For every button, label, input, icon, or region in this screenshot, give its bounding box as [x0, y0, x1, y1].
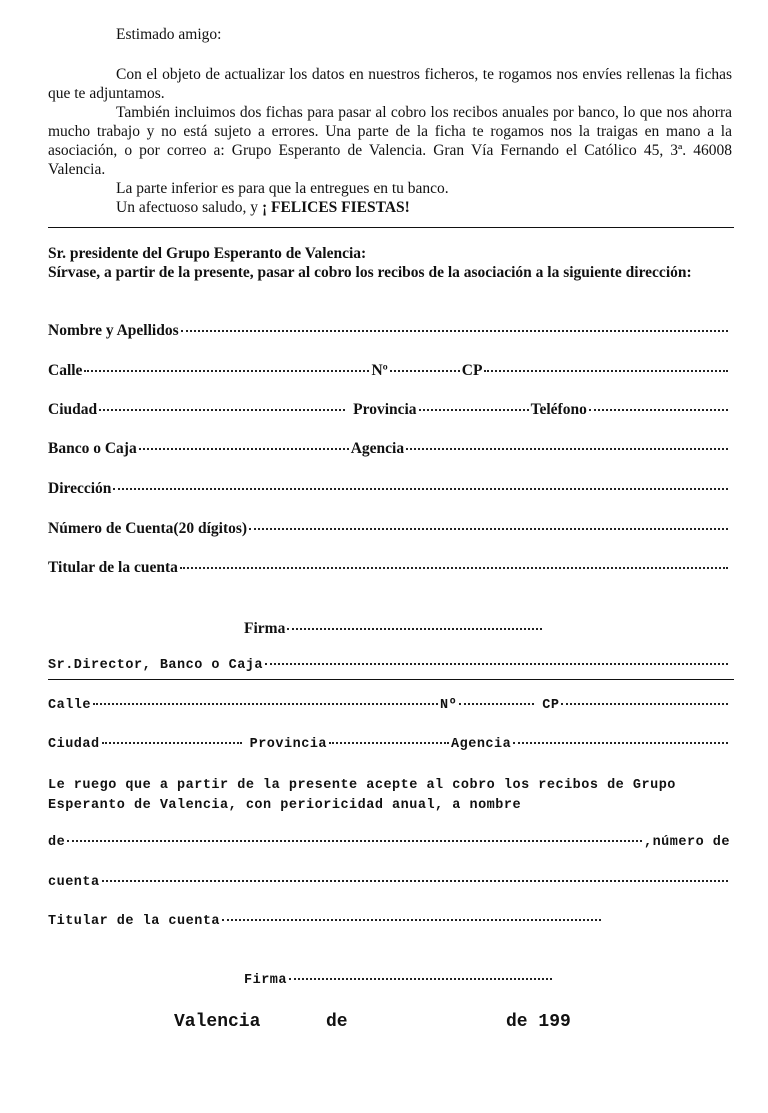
cp-label: CP: [461, 362, 483, 379]
cp-field[interactable]: [484, 370, 728, 372]
calle-field[interactable]: [84, 370, 369, 372]
divider-bottom: [48, 679, 734, 680]
titular-field[interactable]: [180, 567, 728, 569]
letter-paragraph-1: Con el objeto de actualizar los datos en nuestros ficheros, te rogamos nos envíes rellenas la fichas que te adjuntamos.: [48, 66, 732, 102]
form1-row-firma: [244, 620, 544, 638]
form2-row-cuenta: [48, 875, 730, 890]
cp2-field[interactable]: [561, 703, 728, 705]
director-label: Sr.Director, Banco o Caja: [48, 658, 264, 673]
date-de-label: de: [326, 1012, 348, 1032]
form2-row-titular: [48, 914, 603, 929]
form2-row-director: [48, 658, 730, 673]
provincia2-field[interactable]: [329, 742, 449, 744]
year-label: de 199: [506, 1012, 571, 1032]
calle2-label: Calle: [48, 698, 92, 713]
firma2-label: Firma: [244, 973, 288, 988]
agencia2-label: Agencia: [451, 737, 512, 752]
banco-label: Banco o Caja: [48, 440, 137, 457]
letter-closing: Un afectuoso saludo, y: [116, 199, 259, 216]
cuenta-field[interactable]: [249, 528, 728, 530]
letter-body: [48, 65, 732, 217]
form2-request-text: Le ruego que a partir de la presente acepte al cobro los recibos de Grupo Esperanto de Valencia, con perioricidad anual, a nombre: [48, 778, 676, 813]
form1-row-calle: [48, 362, 730, 380]
greeting: Estimado amigo:: [116, 26, 222, 43]
form1-row-direccion: [48, 480, 730, 498]
numero-de-label: ,número de: [643, 835, 730, 850]
agencia2-field[interactable]: [513, 742, 728, 744]
provincia2-label: Provincia: [249, 737, 328, 752]
direccion-label: Dirección: [48, 480, 112, 497]
cuenta2-label: cuenta: [48, 875, 100, 890]
form1-row-nombre: [48, 322, 730, 340]
agencia-field[interactable]: [406, 448, 728, 450]
divider-top: [48, 227, 734, 228]
cuenta-label: Número de Cuenta(20 dígitos): [48, 520, 248, 537]
form1-heading: [48, 244, 732, 282]
firma-label: Firma: [244, 620, 286, 637]
numero2-label: Nº: [440, 698, 458, 713]
ciudad2-label: Ciudad: [48, 737, 100, 752]
agencia-label: Agencia: [350, 440, 405, 457]
ciudad-label: Ciudad: [48, 401, 98, 418]
titular2-label: Titular de la cuenta: [48, 914, 221, 929]
form2-row-ciudad: [48, 737, 730, 752]
cp2-label: CP: [542, 698, 560, 713]
nombre-label: Nombre y Apellidos: [48, 322, 179, 339]
form1-row-cuenta: [48, 520, 730, 538]
firma-field[interactable]: [287, 628, 542, 630]
nombre2-field[interactable]: [67, 840, 642, 842]
titular-label: Titular de la cuenta: [48, 559, 178, 576]
provincia-label: Provincia: [353, 401, 417, 418]
banco-field[interactable]: [139, 448, 349, 450]
letter-paragraph-4: [48, 198, 732, 217]
numero-label: Nº: [371, 362, 388, 379]
numero2-field[interactable]: [459, 703, 534, 705]
form1-row-banco: [48, 440, 730, 458]
director-field[interactable]: [265, 663, 728, 665]
firma2-field[interactable]: [289, 978, 552, 980]
nombre-field[interactable]: [181, 330, 728, 332]
form1-heading-line-1: Sr. presidente del Grupo Esperanto de Valencia:: [48, 245, 367, 262]
provincia-field[interactable]: [419, 409, 529, 411]
direccion-field[interactable]: [113, 488, 728, 490]
numero-field[interactable]: [390, 370, 460, 372]
form2-row-firma: [244, 973, 554, 988]
titular2-field[interactable]: [222, 919, 601, 921]
letter-greeting-emphasis: ¡ FELICES FIESTAS!: [261, 199, 410, 216]
cuenta2-field[interactable]: [102, 880, 728, 882]
form1-heading-line-2: Sírvase, a partir de la presente, pasar al cobro los recibos de la asociación a la siguiente dirección:: [48, 264, 692, 281]
calle-label: Calle: [48, 362, 83, 379]
telefono-label: Teléfono: [530, 401, 587, 418]
ciudad-field[interactable]: [99, 409, 345, 411]
form1-row-ciudad: [48, 401, 730, 419]
form2-row-de: [48, 835, 730, 850]
place-label: Valencia: [174, 1012, 261, 1032]
letter-paragraph-3: La parte inferior es para que la entregues en tu banco.: [116, 180, 449, 197]
form1-row-titular: [48, 559, 730, 577]
ciudad2-field[interactable]: [102, 742, 242, 744]
letter-paragraph-2: También incluimos dos fichas para pasar al cobro los recibos anuales por banco, lo que nos ahorra mucho trabajo y no está sujeto a errores. Una parte de la ficha te rogamos nos la traigas en mano a la asociación, o por correo a: Grupo Esperanto de Valencia. Gran Vía Fernando el Católico 45, 3ª. 46008 Valencia.: [48, 104, 732, 178]
calle2-field[interactable]: [93, 703, 438, 705]
de-label: de: [48, 835, 66, 850]
telefono-field[interactable]: [589, 409, 728, 411]
form2-row-calle: [48, 698, 730, 713]
